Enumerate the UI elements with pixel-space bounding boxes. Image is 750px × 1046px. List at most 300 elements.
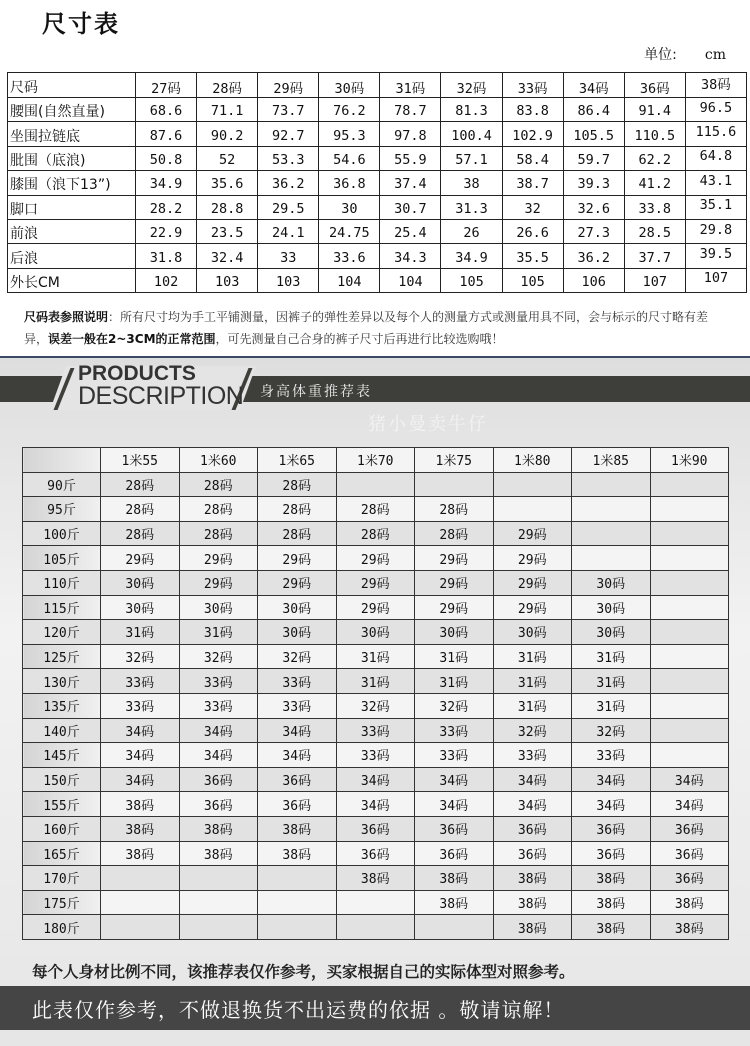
table-row [23,915,729,940]
table-cell: 105 [502,268,563,292]
table-cell: 86.4 [563,98,624,122]
table-cell [650,620,729,645]
header-cell: 1米70 [336,448,415,473]
table-cell: 29码 [493,570,572,595]
table-cell: 28码 [258,497,337,522]
table-cell: 30码 [101,570,180,595]
unit-label [644,44,726,64]
table-cell [650,693,729,718]
table-cell: 29码 [336,546,415,571]
row-label: 90斤 [23,472,101,497]
table-cell: 102.9 [502,122,563,146]
table-cell: 33码 [336,718,415,743]
unit-label-text: 单位: [644,47,677,63]
table-cell: 30码 [493,620,572,645]
header-cell: 38码 [685,73,746,98]
table-cell: 33码 [493,743,572,768]
table-cell: 36码 [650,841,729,866]
table-row [8,244,747,268]
row-label: 165斤 [23,841,101,866]
banner-products: PRODUCTS [78,362,196,385]
table-cell: 29码 [179,546,258,571]
table-cell: 38码 [493,866,572,891]
table-cell: 36码 [258,792,337,817]
table-cell: 34码 [493,792,572,817]
table-cell: 97.8 [380,122,441,146]
table-cell: 58.4 [502,146,563,170]
table-cell: 31码 [572,669,651,694]
table-cell: 34码 [101,767,180,792]
table-cell [650,595,729,620]
table-cell: 34码 [179,743,258,768]
table-cell: 29.5 [258,195,319,219]
divider [0,356,750,358]
header-cell: 36码 [624,73,685,98]
table-cell: 95.3 [319,122,380,146]
table-cell [101,890,180,915]
table-cell: 38码 [258,816,337,841]
table-cell: 30.7 [380,195,441,219]
table-row [23,546,729,571]
table-cell: 33.6 [319,244,380,268]
table-cell [258,866,337,891]
table-cell: 31码 [415,644,494,669]
header-cell: 32码 [441,73,502,98]
table-cell [415,472,494,497]
table-header-row [8,73,747,98]
table-cell: 38码 [415,866,494,891]
header-cell: 28码 [197,73,258,98]
table-cell: 41.2 [624,171,685,195]
table-cell: 38码 [258,841,337,866]
table-row [23,841,729,866]
header-cell: 1米55 [101,448,180,473]
row-label: 140斤 [23,718,101,743]
table-cell: 37.7 [624,244,685,268]
table-row [8,268,747,292]
table-cell: 102 [136,268,197,292]
table-cell [258,915,337,940]
table-cell: 34码 [258,743,337,768]
table-cell: 106 [563,268,624,292]
table-cell: 38码 [336,866,415,891]
table-cell: 36码 [415,816,494,841]
table-cell: 29码 [336,570,415,595]
table-cell: 28码 [179,521,258,546]
table-cell [650,497,729,522]
table-row [23,718,729,743]
table-cell: 33 [258,244,319,268]
table-cell: 28码 [336,497,415,522]
row-label: 脚口 [8,195,136,219]
table-cell: 34码 [336,792,415,817]
table-cell: 38码 [493,890,572,915]
table-cell: 28码 [101,472,180,497]
row-label: 100斤 [23,521,101,546]
table-row [8,98,747,122]
table-cell: 29码 [258,546,337,571]
table-cell: 35.6 [197,171,258,195]
table-cell: 30码 [415,620,494,645]
table-cell: 59.7 [563,146,624,170]
header-cell: 30码 [319,73,380,98]
table-cell: 107 [685,268,746,292]
table-cell: 33.8 [624,195,685,219]
table-cell: 33码 [101,669,180,694]
table-cell: 32码 [258,644,337,669]
table-cell: 30码 [179,595,258,620]
table-cell: 50.8 [136,146,197,170]
table-cell: 32码 [101,644,180,669]
table-cell [650,669,729,694]
row-label: 95斤 [23,497,101,522]
table-row [23,521,729,546]
table-cell [258,890,337,915]
table-cell: 38码 [572,915,651,940]
row-label: 160斤 [23,816,101,841]
row-label: 坐围拉链底 [8,122,136,146]
row-label: 150斤 [23,767,101,792]
row-label: 外长CM [8,268,136,292]
table-cell: 34码 [415,792,494,817]
table-cell [650,570,729,595]
table-row [23,595,729,620]
table-cell: 36码 [650,866,729,891]
table-cell: 110.5 [624,122,685,146]
table-cell: 28码 [179,472,258,497]
table-cell [101,866,180,891]
table-row [8,122,747,146]
table-cell: 31码 [572,644,651,669]
row-label: 155斤 [23,792,101,817]
table-cell: 68.6 [136,98,197,122]
table-cell: 30 [319,195,380,219]
table-cell: 36.2 [258,171,319,195]
table-cell: 28码 [179,497,258,522]
table-cell: 103 [258,268,319,292]
table-cell: 32码 [493,718,572,743]
table-cell: 29码 [336,595,415,620]
table-cell: 34码 [179,718,258,743]
table-cell: 36码 [415,841,494,866]
row-label: 腰围(自然直量) [8,98,136,122]
table-cell [101,915,180,940]
table-cell [336,915,415,940]
table-cell: 71.1 [197,98,258,122]
header-cell: 尺码 [8,73,136,98]
table-cell: 87.6 [136,122,197,146]
table-cell: 30码 [572,620,651,645]
header-cell: 1米60 [179,448,258,473]
table-cell: 38码 [572,890,651,915]
table-cell: 38码 [493,915,572,940]
row-label: 110斤 [23,570,101,595]
table-cell: 62.2 [624,146,685,170]
table-cell: 115.6 [685,122,746,146]
table-cell: 36码 [493,841,572,866]
table-cell: 33码 [179,669,258,694]
table-row [23,669,729,694]
table-cell: 90.2 [197,122,258,146]
table-cell [572,472,651,497]
table-cell: 54.6 [319,146,380,170]
table-cell: 29码 [493,521,572,546]
table-cell: 32 [502,195,563,219]
table-cell: 30码 [572,595,651,620]
size-note [24,306,724,350]
table-cell: 30码 [258,620,337,645]
table-cell: 34码 [101,718,180,743]
table-cell: 28.5 [624,219,685,243]
table-cell: 34码 [415,767,494,792]
row-label: 120斤 [23,620,101,645]
table-cell: 38码 [650,915,729,940]
table-cell: 31码 [336,669,415,694]
table-cell: 29码 [415,570,494,595]
table-cell: 34.9 [136,171,197,195]
header-cell: 34码 [563,73,624,98]
table-cell [572,521,651,546]
row-label: 125斤 [23,644,101,669]
table-cell: 91.4 [624,98,685,122]
table-cell: 29码 [179,570,258,595]
table-cell: 38.7 [502,171,563,195]
banner-description: DESCRIPTION [78,382,244,410]
table-cell: 36.2 [563,244,624,268]
row-label: 前浪 [8,219,136,243]
header-cell [23,448,101,473]
table-cell: 83.8 [502,98,563,122]
footer-note: 每个人身材比例不同，该推荐表仅作参考，买家根据自己的实际体型对照参考。 [32,963,575,981]
table-cell: 96.5 [685,98,746,122]
table-cell: 33码 [258,693,337,718]
table-cell [179,890,258,915]
table-cell: 28.8 [197,195,258,219]
table-row [23,472,729,497]
header-cell: 29码 [258,73,319,98]
table-row [8,146,747,170]
table-cell: 36码 [336,841,415,866]
table-cell [336,472,415,497]
row-label: 115斤 [23,595,101,620]
table-row [23,890,729,915]
table-cell: 29.8 [685,219,746,243]
note-text-1: ：所有尺寸均为手工平铺测量，因裤子的弹性差异以及每个人的测量方式或测量用具不同，会与标示的尺寸略有差异， [24,310,709,346]
table-row [23,693,729,718]
table-cell: 38码 [415,890,494,915]
table-cell: 29码 [101,546,180,571]
table-cell: 25.4 [380,219,441,243]
table-cell: 33码 [415,718,494,743]
table-cell: 28码 [101,521,180,546]
table-cell: 38码 [572,866,651,891]
row-label: 145斤 [23,743,101,768]
table-cell: 34码 [572,767,651,792]
table-cell [493,472,572,497]
page-title: 尺寸表 [42,10,120,38]
table-cell: 38码 [101,816,180,841]
table-cell: 103 [197,268,258,292]
table-cell [650,718,729,743]
table-cell: 33码 [179,693,258,718]
header-cell: 1米65 [258,448,337,473]
table-row [23,497,729,522]
footer-disclaimer [0,986,750,1030]
table-cell [493,497,572,522]
table-cell: 55.9 [380,146,441,170]
table-cell: 28.2 [136,195,197,219]
header-cell: 1米75 [415,448,494,473]
table-cell: 36码 [179,767,258,792]
table-cell: 30码 [258,595,337,620]
table-cell: 29码 [493,546,572,571]
table-cell: 36码 [258,767,337,792]
table-cell: 38 [441,171,502,195]
table-cell: 30码 [101,595,180,620]
table-cell: 34码 [572,792,651,817]
table-cell: 23.5 [197,219,258,243]
table-row [8,171,747,195]
table-cell [572,546,651,571]
table-cell: 27.3 [563,219,624,243]
table-cell: 34码 [258,718,337,743]
note-text-2: ，可先测量自己合身的裤子尺寸后再进行比较选购哦！ [215,332,504,346]
table-cell: 76.2 [319,98,380,122]
table-cell: 105 [441,268,502,292]
table-row [23,620,729,645]
table-row [23,792,729,817]
table-cell: 64.8 [685,146,746,170]
table-header-row [23,448,729,473]
table-cell: 31码 [101,620,180,645]
header-cell: 1米85 [572,448,651,473]
table-cell: 34码 [336,767,415,792]
table-cell: 32.4 [197,244,258,268]
table-cell: 32码 [336,693,415,718]
table-cell: 31码 [179,620,258,645]
note-heading: 尺码表参照说明 [24,310,109,324]
table-cell: 92.7 [258,122,319,146]
table-cell: 35.5 [502,244,563,268]
table-row [23,644,729,669]
header-cell: 1米90 [650,448,729,473]
table-cell [179,915,258,940]
table-cell: 28码 [258,521,337,546]
table-cell: 39.5 [685,244,746,268]
table-cell: 33码 [415,743,494,768]
table-cell: 39.3 [563,171,624,195]
table-cell [650,546,729,571]
size-table [7,72,747,293]
table-cell: 24.75 [319,219,380,243]
table-cell: 33码 [336,743,415,768]
banner-subtitle: 身高体重推荐表 [260,384,372,400]
header-cell: 31码 [380,73,441,98]
table-row [23,866,729,891]
row-label: 105斤 [23,546,101,571]
table-cell: 78.7 [380,98,441,122]
table-row [8,219,747,243]
watermark: 猪小曼卖牛仔 [368,414,488,435]
table-cell: 36.8 [319,171,380,195]
row-label: 175斤 [23,890,101,915]
table-cell: 30码 [336,620,415,645]
table-cell: 28码 [101,497,180,522]
table-cell [650,521,729,546]
row-label: 170斤 [23,866,101,891]
table-cell: 28码 [336,521,415,546]
table-cell [415,915,494,940]
table-cell: 31码 [415,669,494,694]
table-cell: 24.1 [258,219,319,243]
table-cell: 34码 [650,792,729,817]
table-cell: 28码 [415,497,494,522]
table-cell: 36码 [179,792,258,817]
table-cell: 37.4 [380,171,441,195]
header-cell: 1米80 [493,448,572,473]
table-cell: 31码 [493,644,572,669]
table-cell: 31码 [493,669,572,694]
recommendation-table [22,447,729,940]
table-cell: 32码 [572,718,651,743]
table-cell: 34.9 [441,244,502,268]
table-cell: 36码 [650,816,729,841]
footer-disclaimer-text: 此表仅作参考，不做退换货不出运费的依据 。敬请谅解！ [32,998,565,1022]
table-cell: 33码 [572,743,651,768]
table-cell: 57.1 [441,146,502,170]
table-cell: 36码 [336,816,415,841]
table-cell: 34码 [101,743,180,768]
table-cell: 26.6 [502,219,563,243]
table-cell: 107 [624,268,685,292]
table-cell: 53.3 [258,146,319,170]
table-cell: 104 [380,268,441,292]
table-row [23,767,729,792]
table-cell [650,743,729,768]
table-cell [179,866,258,891]
table-cell: 33码 [101,693,180,718]
table-cell: 26 [441,219,502,243]
table-cell: 30码 [572,570,651,595]
note-emphasis: 误差一般在2~3CM的正常范围 [48,332,216,346]
table-cell: 31码 [336,644,415,669]
table-cell: 29码 [493,595,572,620]
table-cell: 105.5 [563,122,624,146]
table-cell: 38码 [179,816,258,841]
table-cell: 22.9 [136,219,197,243]
header-cell: 27码 [136,73,197,98]
table-cell: 29码 [415,546,494,571]
table-cell: 81.3 [441,98,502,122]
table-cell: 31.3 [441,195,502,219]
table-cell: 38码 [101,841,180,866]
table-cell: 38码 [179,841,258,866]
unit-value: cm [704,47,726,63]
table-cell: 29码 [415,595,494,620]
table-cell: 43.1 [685,171,746,195]
table-cell: 36码 [493,816,572,841]
row-label: 180斤 [23,915,101,940]
table-cell: 104 [319,268,380,292]
table-cell: 35.1 [685,195,746,219]
table-cell: 100.4 [441,122,502,146]
table-cell [572,497,651,522]
table-cell: 31码 [572,693,651,718]
table-cell: 34码 [493,767,572,792]
table-cell: 31码 [493,693,572,718]
table-cell: 38码 [101,792,180,817]
table-cell: 34.3 [380,244,441,268]
